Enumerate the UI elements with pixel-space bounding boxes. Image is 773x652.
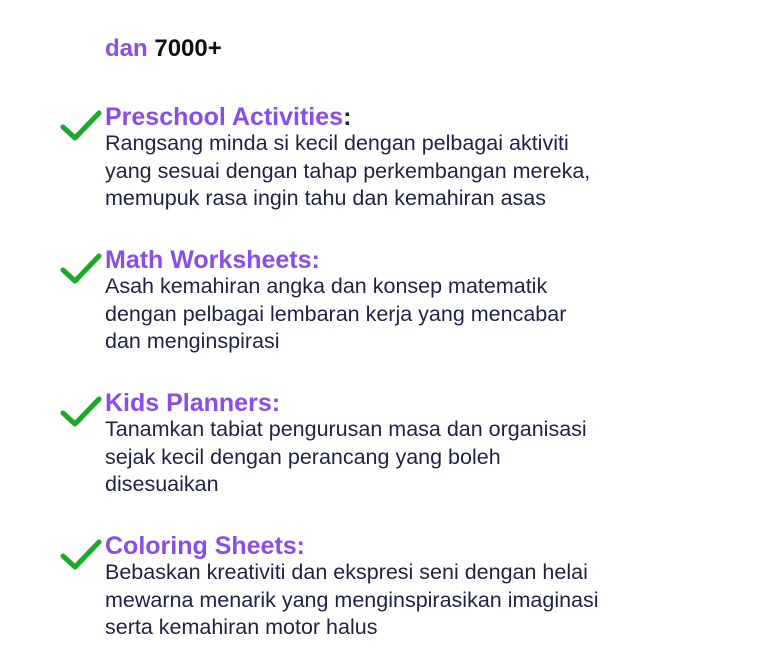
- feature-title: Preschool Activities:: [105, 103, 352, 131]
- headline-prefix: dan: [105, 35, 148, 62]
- feature-description: Tanamkan tabiat pengurusan masa dan organisasi sejak kecil dengan perancang yang boleh disesuaikan: [105, 417, 587, 496]
- headline: [105, 34, 222, 64]
- feature-description: Bebaskan kreativiti dan ekspresi seni dengan helai mewarna menarik yang menginspirasikan imaginasi serta kemahiran motor halus: [105, 560, 599, 639]
- check-icon: [60, 396, 102, 428]
- feature-title: Math Worksheets:: [105, 246, 320, 274]
- feature-title: Kids Planners:: [105, 389, 281, 417]
- check-icon: [60, 253, 102, 285]
- feature-title: Coloring Sheets:: [105, 532, 306, 560]
- feature-description: Asah kemahiran angka dan konsep matematik dengan pelbagai lembaran kerja yang mencabar dan menginspirasi: [105, 274, 567, 353]
- feature-description: Rangsang minda si kecil dengan pelbagai aktiviti yang sesuai dengan tahap perkembangan mereka, memupuk rasa ingin tahu dan kemahiran asas: [105, 131, 591, 210]
- headline-number: 7000+: [154, 35, 222, 62]
- check-icon: [60, 539, 102, 571]
- check-icon: [60, 110, 102, 142]
